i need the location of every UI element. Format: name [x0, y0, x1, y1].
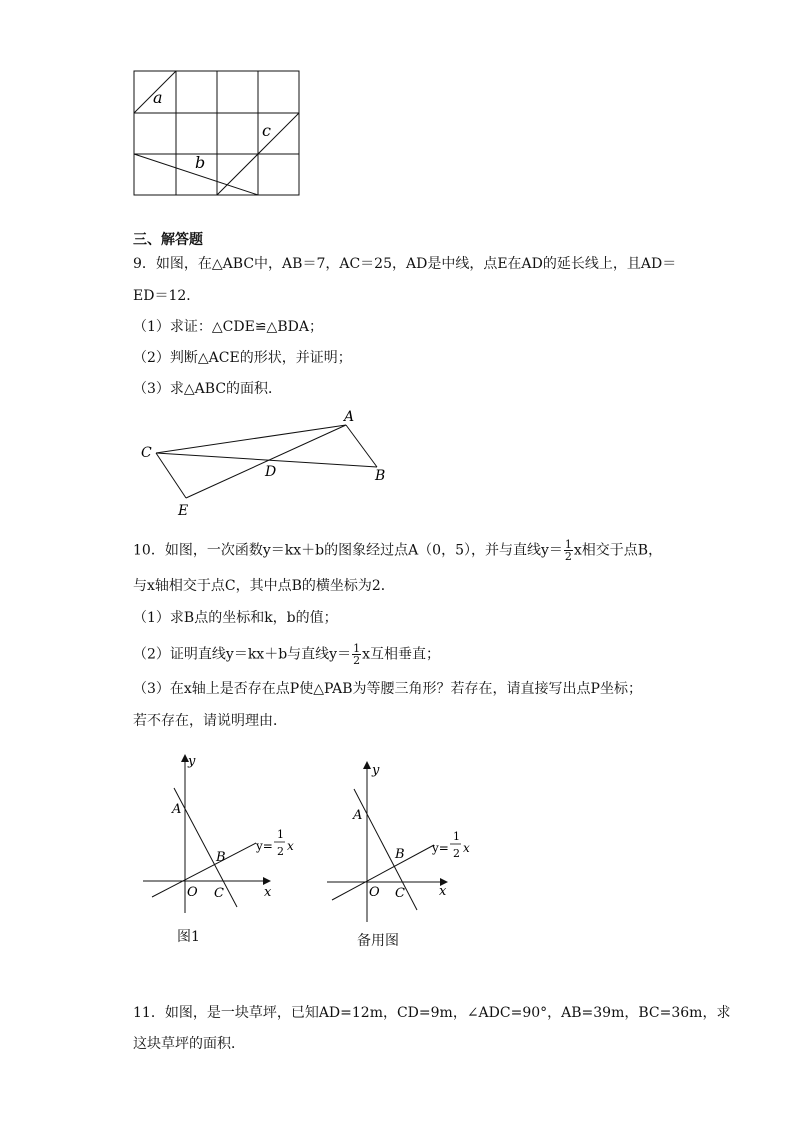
- label-B: B: [375, 468, 386, 484]
- line-y-half-x: [152, 843, 256, 897]
- q9-part2: （2）判断△ACE的形状，并证明；: [133, 350, 352, 366]
- label-D: D: [265, 464, 277, 480]
- label-c: c: [262, 121, 271, 140]
- q9-part1: （1）求证：△CDE≌△BDA；: [133, 319, 323, 335]
- line-label-den: 2: [453, 847, 460, 860]
- fig1-caption: 图1: [177, 929, 200, 945]
- q10-figure2: [322, 760, 487, 930]
- label-O: O: [187, 885, 198, 900]
- segment-AE: [186, 425, 346, 498]
- line-y-half-x: [332, 845, 434, 900]
- q10-line1: 10．如图，一次函数y＝kx＋b的图象经过点A（0，5），并与直线y＝ $\frac{1}{2}$ x相交于点B，: [133, 538, 663, 563]
- label-O: O: [369, 885, 380, 900]
- label-y: y: [372, 763, 380, 778]
- segment-AB: [346, 425, 377, 467]
- q10-part3-line1: （3）在x轴上是否存在点P使△PAB为等腰三角形？若存在，请直接写出点P坐标；: [133, 681, 642, 697]
- label-x: x: [264, 885, 272, 900]
- fraction-half: $\frac{1}{2}$: [353, 642, 361, 667]
- q9-figure: [130, 405, 400, 520]
- segment-CE: [156, 453, 186, 498]
- line-AC: [174, 788, 237, 907]
- line-label-den: 2: [277, 845, 284, 858]
- q11-line2: 这块草坪的面积．: [133, 1036, 245, 1052]
- label-B: B: [395, 847, 405, 862]
- q10-figure1: [140, 750, 305, 920]
- label-y: y: [188, 754, 196, 769]
- line-label-num: 1: [453, 830, 460, 843]
- q9-line2: ED＝12．: [133, 288, 201, 304]
- line-label-suffix: x: [463, 841, 470, 855]
- label-A: A: [172, 802, 182, 817]
- segment-CA: [156, 425, 346, 453]
- section-heading: 三、解答题: [133, 232, 203, 248]
- label-B: B: [216, 850, 226, 865]
- label-x: x: [439, 884, 447, 899]
- q9-part3: （3）求△ABC的面积．: [133, 381, 283, 397]
- label-A: A: [344, 409, 355, 425]
- q10-part3-line2: 若不存在，请说明理由．: [133, 713, 287, 729]
- q10-line2: 与x轴相交于点C，其中点B的横坐标为2．: [133, 578, 395, 594]
- line-label-suffix: x: [287, 839, 294, 853]
- label-C: C: [214, 886, 224, 901]
- label-A: A: [353, 808, 363, 823]
- q11-line1: 11．如图，是一块草坪，已知AD=12m，CD=9m，∠ADC=90°，AB=39m，BC=36m，求: [133, 1005, 731, 1021]
- label-E: E: [178, 503, 189, 519]
- line-label-prefix: y=: [256, 839, 273, 853]
- q10-part2: （2）证明直线y＝kx＋b与直线y＝ $\frac{1}{2}$ x互相垂直；: [133, 642, 440, 667]
- line-label-num: 1: [277, 828, 284, 841]
- label-a: a: [153, 88, 163, 107]
- line-AC: [354, 789, 417, 910]
- grid-figure: [130, 68, 305, 200]
- label-C: C: [395, 886, 405, 901]
- label-b: b: [195, 153, 206, 172]
- fig2-caption: 备用图: [357, 933, 399, 949]
- label-C: C: [141, 445, 152, 461]
- fraction-half: $\frac{1}{2}$: [564, 538, 572, 563]
- q10-part1: （1）求B点的坐标和k，b的值；: [133, 610, 338, 626]
- q9-line1: 9．如图，在△ABC中，AB＝7，AC＝25，AD是中线，点E在AD的延长线上，且AD＝: [133, 256, 677, 272]
- line-label-prefix: y=: [432, 841, 449, 855]
